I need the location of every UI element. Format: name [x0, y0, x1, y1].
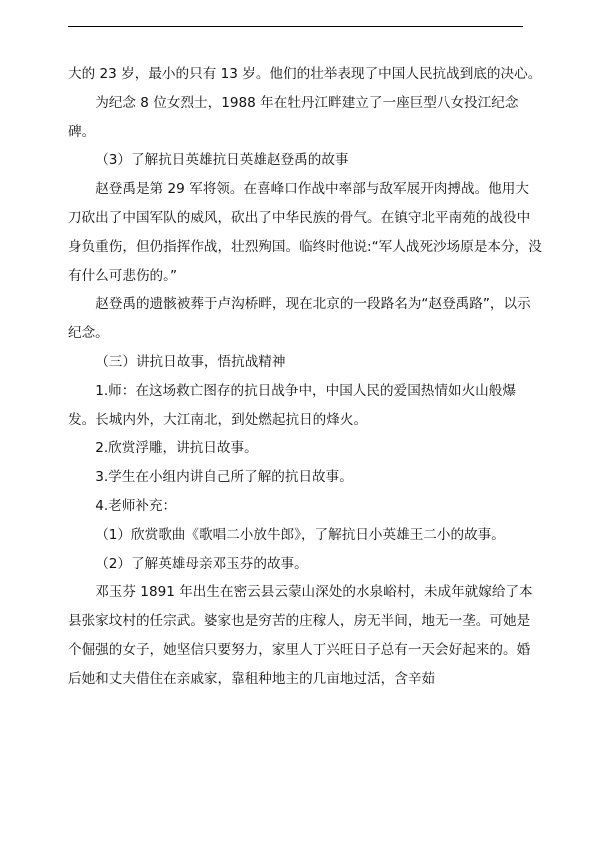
paragraph: 1.师：在这场救亡图存的抗日战争中，中国人民的爱国热情如火山般爆发。长城内外，大江南北，到处燃起抗日的烽火。	[68, 382, 516, 428]
paragraph: 大的 23 岁，最小的只有 13 岁。他们的壮举表现了中国人民抗战到底的决心。	[68, 66, 542, 82]
paragraph: 赵登禹的遗骸被葬于卢沟桥畔，现在北京的一段路名为“赵登禹路”，以示纪念。	[68, 296, 531, 342]
subsection-heading: （3）了解抗日英雄抗日英雄赵登禹的故事	[95, 152, 349, 169]
paragraph: 4.老师补充：	[95, 497, 177, 514]
document-body	[68, 60, 542, 694]
paragraph: 赵登禹是第 29 军将领。在喜峰口作战中率部与敌军展开肉搏战。他用大刀砍出了中国军队的威风，砍出了中华民族的骨气。在镇守北平南苑的战役中身负重伤，但仍指挥作战，壮烈殉国。临终时他说:“军人战死沙场原是本分，没有什么可悲伤的。”	[68, 181, 542, 284]
paragraph: 为纪念 8 位女烈士，1988 年在牡丹江畔建立了一座巨型八女投江纪念碑。	[68, 94, 519, 140]
paragraph: （1）欣赏歌曲《歌唱二小放牛郎》，了解抗日小英雄王二小的故事。	[95, 526, 505, 543]
header-rule	[68, 26, 523, 27]
paragraph: 3.学生在小组内讲自己所了解的抗日故事。	[95, 469, 353, 486]
section-heading: （三）讲抗日故事，悟抗战精神	[95, 353, 286, 370]
paragraph: 邓玉芬 1891 年出生在密云县云蒙山深处的水泉峪村，未成年就嫁给了本县张家坟村的任宗武。婆家也是穷苦的庄稼人，房无半间，地无一垄。可她是个倔强的女子，她坚信只要努力，家里人丁兴旺日子总有一天会好起来的。婚后她和丈夫借住在亲戚家，靠租种地主的几亩地过活，含辛茹	[68, 584, 533, 687]
paragraph: （2）了解英雄母亲邓玉芬的故事。	[95, 555, 308, 572]
paragraph: 2.欣赏浮雕，讲抗日故事。	[95, 440, 258, 457]
